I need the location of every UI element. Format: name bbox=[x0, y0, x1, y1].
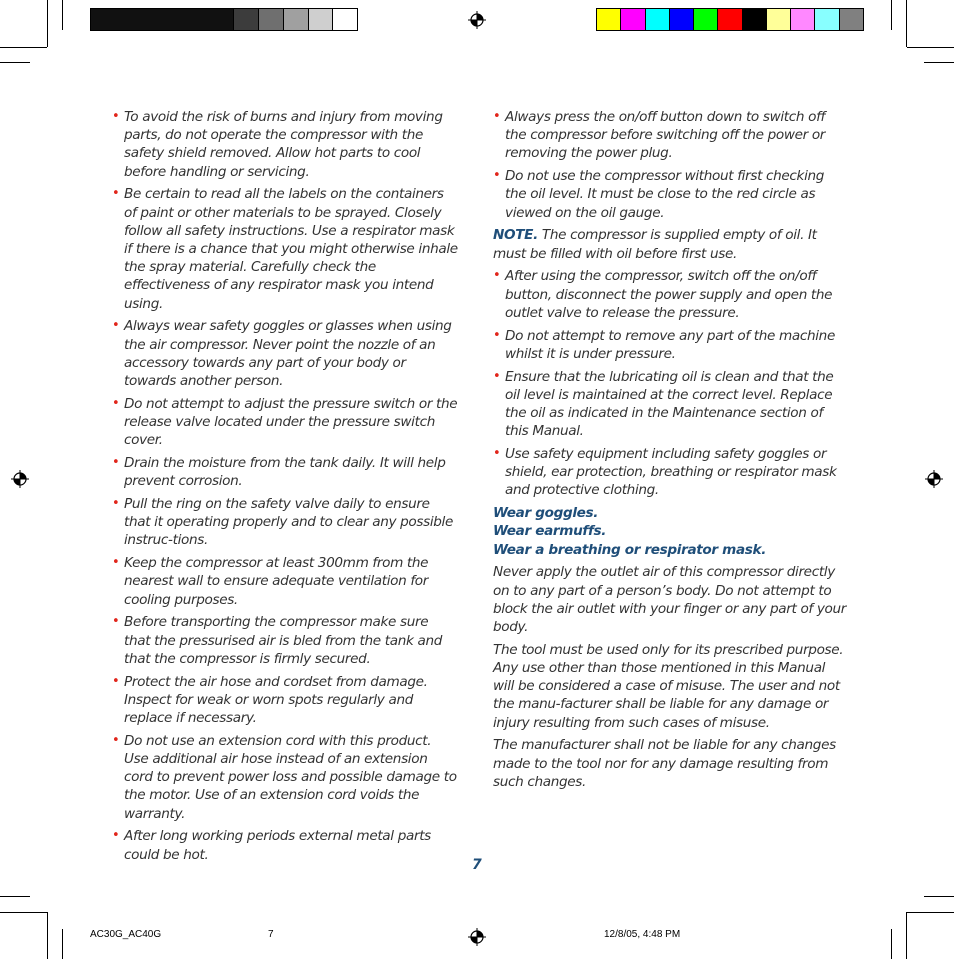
note-paragraph bbox=[493, 226, 848, 262]
page-number: 7 bbox=[472, 857, 482, 873]
safety-bullet bbox=[112, 108, 458, 181]
color-swatch bbox=[646, 9, 670, 30]
color-swatch bbox=[258, 9, 283, 30]
bullet-text: Before transporting the compressor make sure that the pressurised air is bled from the tank and that the compressor is firmly secured. bbox=[124, 614, 443, 667]
safety-bullet bbox=[112, 673, 458, 728]
footer-timestamp: 12/8/05, 4:48 PM bbox=[604, 929, 681, 940]
right-column bbox=[493, 108, 848, 796]
bullet-text: Drain the moisture from the tank daily. It will help prevent corrosion. bbox=[124, 455, 446, 490]
note-label: NOTE. bbox=[493, 227, 538, 244]
safety-bullet bbox=[112, 495, 458, 550]
bullet-text: Do not use the compressor without first checking the oil level. It must be close to the red circle as viewed on the oil gauge. bbox=[505, 168, 825, 221]
bullet-dot: • bbox=[493, 268, 501, 284]
body-paragraph: The manufacturer shall not be liable for any changes made to the tool nor for any damage resulting from such changes. bbox=[493, 737, 836, 790]
color-swatch bbox=[767, 9, 791, 30]
color-swatch bbox=[670, 9, 694, 30]
safety-bullet bbox=[112, 395, 458, 450]
registration-mark-icon bbox=[925, 470, 943, 488]
bullet-text: Ensure that the lubricating oil is clean and that the oil level is maintained at the correct level. Replace the oil as indicated in the Maintenance section of this Manual. bbox=[505, 368, 834, 440]
safety-bullet bbox=[493, 267, 848, 322]
footer-model: AC30G_AC40G bbox=[90, 929, 162, 940]
safety-bullet bbox=[112, 732, 458, 823]
bullet-text: Keep the compressor at least 300mm from the nearest wall to ensure adequate ventilation for cooling purposes. bbox=[124, 555, 429, 608]
safety-bullet bbox=[112, 185, 458, 312]
safety-bullet bbox=[493, 167, 848, 222]
crop-mark bbox=[47, 912, 48, 959]
crop-mark bbox=[924, 896, 954, 897]
crop-mark bbox=[924, 62, 954, 63]
crop-mark bbox=[891, 0, 892, 30]
safety-bullet bbox=[493, 445, 848, 500]
safety-bullet bbox=[112, 613, 458, 668]
bullet-dot: • bbox=[112, 673, 120, 689]
color-swatch bbox=[332, 9, 357, 30]
safety-bullet bbox=[112, 454, 458, 490]
color-swatch bbox=[283, 9, 308, 30]
crop-mark bbox=[907, 912, 954, 913]
bullet-text: Do not attempt to remove any part of the machine whilst it is under pressure. bbox=[505, 327, 835, 362]
bullet-dot: • bbox=[112, 732, 120, 748]
body-paragraph: The tool must be used only for its prescribed purpose. Any use other than those mentioned in this Manual will be considered a case of misuse. The user and not the manu-facturer shall be liable for any damage or injury resulting from such cases of misuse. bbox=[493, 641, 844, 731]
bullet-text: Do not attempt to adjust the pressure switch or the release valve located under the pressure switch cover. bbox=[124, 395, 458, 449]
bullet-dot: • bbox=[112, 614, 120, 630]
warning-respirator: Wear a breathing or respirator mask. bbox=[493, 541, 767, 558]
safety-bullet bbox=[112, 827, 458, 863]
bullet-text: Protect the air hose and cordset from damage. Inspect for weak or worn spots regularly and replace if necessary. bbox=[124, 673, 428, 727]
color-swatch bbox=[815, 9, 839, 30]
safety-bullet bbox=[112, 554, 458, 609]
bullet-text: Use safety equipment including safety goggles or shield, ear protection, breathing or respirator mask and protective clothing. bbox=[505, 446, 837, 499]
color-swatch bbox=[308, 9, 333, 30]
safety-bullet bbox=[493, 108, 848, 163]
crop-mark bbox=[0, 912, 47, 913]
warning-goggles: Wear goggles. bbox=[493, 505, 599, 522]
color-swatch bbox=[718, 9, 742, 30]
warning-block bbox=[493, 504, 848, 559]
safety-bullet bbox=[493, 368, 848, 441]
bullet-text: Pull the ring on the safety valve daily to ensure that it operating properly and to clear any possible instruc-tions. bbox=[124, 496, 453, 549]
bullet-text: Be certain to read all the labels on the containers of paint or other materials to be sprayed. Closely follow all safety instructions. Use a respirator mask if there is a chance that you might otherwise inhale the spray material. Carefully check the effectiveness of any respirator mask you intend using. bbox=[124, 186, 458, 312]
bullet-dot: • bbox=[493, 368, 501, 384]
color-swatch bbox=[743, 9, 767, 30]
crop-mark bbox=[906, 0, 907, 47]
bullet-dot: • bbox=[493, 109, 501, 124]
warning-earmuffs: Wear earmuffs. bbox=[493, 523, 607, 540]
safety-bullet bbox=[112, 317, 458, 390]
bullet-text: Do not use an extension cord with this product. Use additional air hose instead of an extension cord to prevent power loss and possible damage to the motor. Use of an extension cord voids the warranty. bbox=[124, 732, 457, 822]
note-text: The compressor is supplied empty of oil. It must be filled with oil before first use. bbox=[493, 227, 817, 262]
bullet-dot: • bbox=[112, 496, 120, 512]
process-color-bar bbox=[596, 8, 864, 31]
color-swatch bbox=[621, 9, 645, 30]
registration-mark-icon bbox=[468, 928, 486, 946]
crop-mark bbox=[906, 912, 907, 959]
bullet-dot: • bbox=[112, 186, 120, 202]
bullet-text: After using the compressor, switch off the on/off button, disconnect the power supply and open the outlet valve to release the pressure. bbox=[505, 268, 833, 321]
color-swatch bbox=[233, 9, 258, 30]
bullet-text: After long working periods external metal parts could be hot. bbox=[124, 828, 431, 863]
gray-calibration-bar bbox=[90, 8, 358, 31]
color-swatch bbox=[694, 9, 718, 30]
bullet-text: Always wear safety goggles or glasses when using the air compressor. Never point the nozzle of an accessory towards any part of your body or towards another person. bbox=[124, 318, 452, 390]
bullet-text: Always press the on/off button down to switch off the compressor before switching off the power or removing the power plug. bbox=[505, 109, 826, 162]
left-column bbox=[112, 108, 458, 868]
crop-mark bbox=[62, 0, 63, 30]
crop-mark bbox=[47, 0, 48, 47]
color-swatch bbox=[840, 9, 863, 30]
bullet-dot: • bbox=[493, 168, 501, 184]
bullet-dot: • bbox=[112, 318, 120, 334]
crop-mark bbox=[891, 929, 892, 959]
crop-mark bbox=[62, 929, 63, 959]
bullet-dot: • bbox=[493, 327, 501, 343]
crop-mark bbox=[0, 896, 30, 897]
body-paragraph: Never apply the outlet air of this compressor directly on to any part of a person’s body. Do not attempt to block the air outlet with your finger or any part of your body. bbox=[493, 564, 846, 636]
registration-mark-icon bbox=[468, 11, 486, 29]
bullet-dot: • bbox=[493, 446, 501, 462]
bullet-dot: • bbox=[112, 395, 120, 411]
crop-mark bbox=[907, 47, 954, 48]
bullet-dot: • bbox=[112, 109, 120, 124]
footer-page: 7 bbox=[268, 929, 274, 940]
color-swatch bbox=[791, 9, 815, 30]
bullet-dot: • bbox=[112, 555, 120, 571]
color-swatch bbox=[91, 9, 233, 30]
safety-bullet bbox=[493, 327, 848, 363]
bullet-dot: • bbox=[112, 455, 120, 471]
crop-mark bbox=[0, 47, 47, 48]
bullet-text: To avoid the risk of burns and injury from moving parts, do not operate the compressor with the safety shield removed. Allow hot parts to cool before handling or servicing. bbox=[124, 109, 443, 180]
registration-mark-icon bbox=[11, 470, 29, 488]
bullet-dot: • bbox=[112, 828, 120, 844]
color-swatch bbox=[597, 9, 621, 30]
crop-mark bbox=[0, 62, 30, 63]
